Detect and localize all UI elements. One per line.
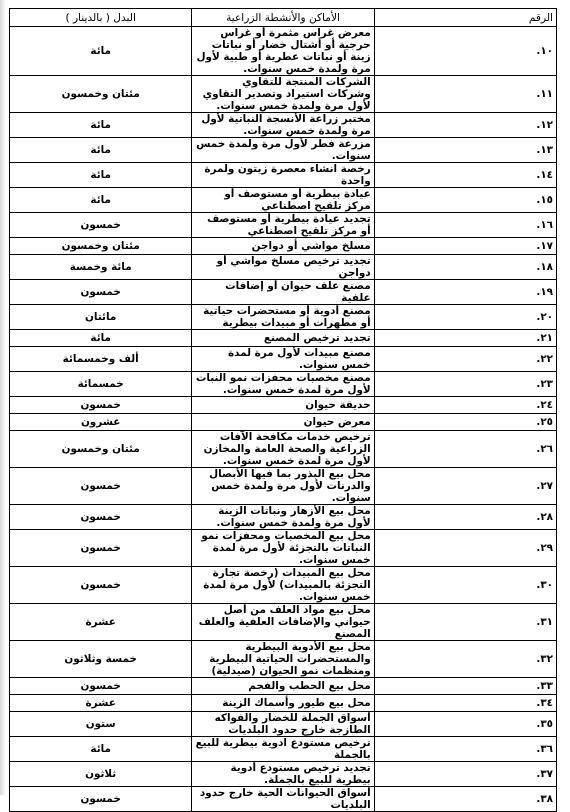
row-activity: محل بيع مواد العلف من أصل حيواني والإضافات العلفية والعلف المصنع [192, 604, 374, 641]
table-row [10, 188, 557, 213]
row-activity: مصنع مخصبات محفزات نمو النبات لأول مرة لمدة خمس سنوات. [192, 372, 374, 397]
row-activity: تجديد ترخيص مستودع أدوية بيطرية للبيع بالجملة. [192, 762, 374, 787]
row-number: ٣٧. [374, 762, 556, 787]
row-fee: خمسون [10, 787, 192, 812]
table-row [10, 27, 557, 76]
row-fee: خمسون [10, 530, 192, 567]
row-fee: مائة [10, 330, 192, 347]
row-activity: معرض غراس مثمرة أو غراس حرجية أو أشتال خضار أو نباتات زينة أو نباتات عطرية أو طبية لأول مرة ولمدة خمس سنوات. [192, 27, 374, 76]
row-activity: محل بيع المخصبات ومحفزات نمو النباتات بالتجزئة لأول مرة لمدة خمس سنوات. [192, 530, 374, 567]
row-number: ٢٤. [374, 397, 556, 414]
row-number: ٢٩. [374, 530, 556, 567]
row-number: ١٣. [374, 138, 556, 163]
table-row [10, 695, 557, 712]
table-row [10, 163, 557, 188]
table-row [10, 213, 557, 238]
row-number: ٣٠. [374, 567, 556, 604]
table-row [10, 397, 557, 414]
row-activity: محل بيع طيور وأسماك الزينة [192, 695, 374, 712]
row-number: ٢٦. [374, 431, 556, 468]
row-activity: مصنع مبيدات لأول مرة لمدة خمس سنوات. [192, 347, 374, 372]
row-number: ٣٤. [374, 695, 556, 712]
table-row [10, 76, 557, 113]
row-activity: أسواق الحيوانات الحية خارج حدود البلديات [192, 787, 374, 812]
row-fee: خمسة وثلاثون [10, 641, 192, 678]
table-row [10, 505, 557, 530]
row-number: ٢٨. [374, 505, 556, 530]
row-number: ١٩. [374, 280, 556, 305]
row-number: ١٤. [374, 163, 556, 188]
row-activity: محل بيع المبيدات (رخصة تجارة التجزئة بالمبيدات) لأول مرة لمدة خمس سنوات. [192, 567, 374, 604]
row-fee: مائة [10, 113, 192, 138]
row-activity: مصنع أدوية أو مستحضرات حياتية أو مطهرات أو مبيدات بيطرية [192, 305, 374, 330]
table-row [10, 468, 557, 505]
table-row [10, 113, 557, 138]
table-row [10, 431, 557, 468]
page-edge-shadow [0, 0, 6, 795]
table-row [10, 737, 557, 762]
table-row [10, 762, 557, 787]
row-number: ٣٨. [374, 787, 556, 812]
row-activity: تجديد عيادة بيطرية أو مستوصف أو مركز تلقيح اصطناعي [192, 213, 374, 238]
row-number: ٣٣. [374, 678, 556, 695]
table-row [10, 604, 557, 641]
row-number: ١٨. [374, 255, 556, 280]
row-fee: ألف وخمسمائة [10, 347, 192, 372]
table-row [10, 641, 557, 678]
row-number: ٣٢. [374, 641, 556, 678]
table-row [10, 347, 557, 372]
row-fee: مائة [10, 138, 192, 163]
row-number: ٣١. [374, 604, 556, 641]
row-fee: ثلاثون [10, 762, 192, 787]
header-fee: البدل ( بالدينار ) [10, 9, 192, 27]
table-row [10, 238, 557, 255]
row-activity: الشركات المنتجة للتقاوي وشركات استيراد وتصدير التقاوي لأول مرة ولمدة خمس سنوات. [192, 76, 374, 113]
row-activity: محل بيع البذور بما فيها الأبصال والدرنات لأول مرة ولمدة خمس سنوات. [192, 468, 374, 505]
row-activity: تجديد ترخيص المصنع [192, 330, 374, 347]
row-number: ٣٥. [374, 712, 556, 737]
row-fee: خمسون [10, 397, 192, 414]
row-number: ٢٧. [374, 468, 556, 505]
table-row [10, 414, 557, 431]
row-fee: خمسمائة [10, 372, 192, 397]
row-activity: ترخيص مستودع ادوية بيطرية للبيع بالجملة [192, 737, 374, 762]
row-fee: عشرون [10, 414, 192, 431]
row-number: ١٧. [374, 238, 556, 255]
row-activity: مسلخ مواشي أو دواجن [192, 238, 374, 255]
row-activity: ترخيص خدمات مكافحة الآفات الزراعية والصحة العامة والمخازن لأول مرة لمدة خمس سنوات. [192, 431, 374, 468]
table-row [10, 138, 557, 163]
row-activity: حديقة حيوان [192, 397, 374, 414]
row-number: ١٥. [374, 188, 556, 213]
fees-table [9, 8, 557, 812]
row-fee: خمسون [10, 468, 192, 505]
row-fee: خمسون [10, 505, 192, 530]
table-row [10, 330, 557, 347]
row-fee: خمسون [10, 678, 192, 695]
row-fee: مائة [10, 163, 192, 188]
row-number: ٢٣. [374, 372, 556, 397]
row-activity: محل بيع الأدوية البيطرية والمستحضرات الحياتية البيطرية ومنظمات نمو الحيوان (صيدلية) [192, 641, 374, 678]
row-activity: عيادة بيطرية أو مستوصف أو مركز تلقيح اصطناعي [192, 188, 374, 213]
row-activity: أسواق الجملة للخضار والفواكه الطازجة خارج حدود البلديات [192, 712, 374, 737]
table-row [10, 712, 557, 737]
header-activity: الأماكن والأنشطة الزراعية [192, 9, 374, 27]
table-row [10, 787, 557, 812]
row-number: ٣٦. [374, 737, 556, 762]
row-number: ٢١. [374, 330, 556, 347]
row-fee: مئتان وخمسون [10, 76, 192, 113]
row-activity: محل بيع الأزهار ونباتات الزينة لأول مرة ولمدة خمس سنوات. [192, 505, 374, 530]
row-fee: مئتان وخمسون [10, 431, 192, 468]
row-activity: معرض حيوان [192, 414, 374, 431]
table-row [10, 567, 557, 604]
row-number: ١٦. [374, 213, 556, 238]
row-fee: مئتان وخمسون [10, 238, 192, 255]
row-number: ٢٥. [374, 414, 556, 431]
table-row [10, 530, 557, 567]
row-fee: مائة [10, 27, 192, 76]
table-row [10, 678, 557, 695]
row-activity: محل بيع الحطب والفحم [192, 678, 374, 695]
table-row [10, 255, 557, 280]
row-activity: مختبر زراعة الأنسجة النباتية لأول مرة ولمدة خمس سنوات. [192, 113, 374, 138]
row-fee: مائة [10, 737, 192, 762]
row-fee: مائتان [10, 305, 192, 330]
row-activity: مزرعة فطر لأول مرة ولمدة خمس سنوات. [192, 138, 374, 163]
table-row [10, 305, 557, 330]
row-fee: مائة [10, 188, 192, 213]
row-activity: تجديد ترخيص مسلخ مواشي أو دواجن [192, 255, 374, 280]
row-fee: ستون [10, 712, 192, 737]
row-activity: مصنع علف حيوان أو إضافات علفية [192, 280, 374, 305]
row-fee: مائة وخمسة [10, 255, 192, 280]
row-activity: رخصة انشاء معصرة زيتون ولمرة واحدة [192, 163, 374, 188]
row-number: ١٢. [374, 113, 556, 138]
row-number: ١١. [374, 76, 556, 113]
row-fee: خمسون [10, 567, 192, 604]
header-number: الرقم [374, 9, 556, 27]
row-fee: خمسون [10, 213, 192, 238]
row-number: ٢٠. [374, 305, 556, 330]
row-number: ١٠. [374, 27, 556, 76]
row-fee: خمسون [10, 280, 192, 305]
row-number: ٢٢. [374, 347, 556, 372]
row-fee: عشرة [10, 604, 192, 641]
table-row [10, 372, 557, 397]
row-fee: عشرة [10, 695, 192, 712]
table-row [10, 280, 557, 305]
header-row [10, 9, 557, 27]
